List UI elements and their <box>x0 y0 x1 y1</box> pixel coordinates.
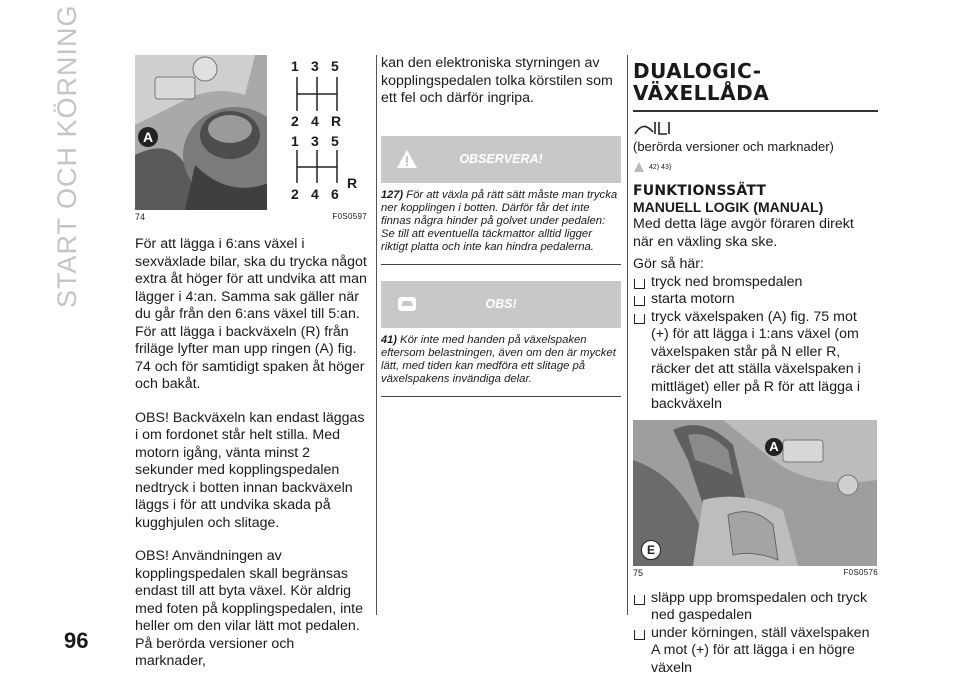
paragraph: OBS! Användningen av kopplingspedalen skall begränsas endast till att byta växel. Kör aldrig med foten på kopplingspedalen, inte heller om den vilar lätt mot pedalen. <box>135 548 363 634</box>
list-item <box>633 291 878 309</box>
gear-label: 3 <box>311 133 319 149</box>
note-text: För att växla på rätt sätt måste man trycka ner kopplingen i botten. Därför får det inte finnas några hinder på golvet under pedalen: Se till att eventuella täckmattor alltid ligger riktigt platta och inte kan hindra pedalerna. <box>381 188 618 253</box>
caution-note <box>381 281 621 397</box>
references: 42) 43) <box>649 163 672 171</box>
list-item <box>633 590 878 625</box>
warning-title: OBSERVERA! <box>459 152 543 166</box>
section-title: START OCH KÖRNING <box>52 4 82 308</box>
bullet-box-icon <box>634 595 645 605</box>
figure-number: 74 <box>135 212 146 222</box>
column-1 <box>135 55 367 671</box>
gear-label: 3 <box>311 58 319 74</box>
list-item-text: tryck ned bromspedalen <box>651 273 803 290</box>
warning-header <box>381 136 621 183</box>
figure-caption <box>633 568 878 578</box>
note-number: 127) <box>381 188 404 201</box>
figure-caption <box>135 212 367 222</box>
paragraph: Med detta läge avgör föraren direkt när en växling ska ske. <box>633 216 854 250</box>
paragraph: För att lägga i 6:ans växel i sexväxlade bilar, ska du trycka något extra åt höger för att undvika att man lägger i 4:an. Samma sak gäller när du går från den 6:ans växel till 5:an. <box>135 236 367 322</box>
refs-row <box>633 159 878 175</box>
paragraph: OBS! Backväxeln kan endast läggas i om fordonet står helt stilla. Med motorn igång, vänta minst 2 sekunder med kopplingspedalen nedtryck i botten innan backväxeln läggs i för att undvika skada på kugghjulen och slitage. <box>135 409 365 531</box>
shift-pattern-labels <box>267 55 367 210</box>
subheading-manual: MANUELL LOGIK (MANUAL) <box>633 199 824 215</box>
figure-code: F0S0576 <box>843 567 878 577</box>
column-2 <box>381 55 621 397</box>
page-number: 96 <box>64 628 89 653</box>
gear-label: 2 <box>291 113 299 129</box>
section-heading: DUALOGIC- VÄXELLÅDA <box>633 59 770 105</box>
figure-74-gear-knob <box>135 55 367 210</box>
figure-code: F0S0597 <box>332 212 367 221</box>
label-e: E <box>641 540 661 560</box>
list-item <box>633 274 878 292</box>
dualogic-icon <box>633 118 878 138</box>
bullet-box-icon <box>634 314 645 324</box>
warning-icon <box>396 148 418 170</box>
caution-title: OBS! <box>485 297 517 311</box>
paragraph: Gör så här: <box>633 256 704 272</box>
label-a: A <box>765 438 783 456</box>
caution-header <box>381 281 621 328</box>
note-number: 41) <box>381 333 397 346</box>
column-divider <box>376 55 377 615</box>
list-item <box>633 625 878 678</box>
label-a: A <box>138 127 158 147</box>
column-3 <box>633 60 878 677</box>
list-item-text: starta motorn <box>651 291 735 307</box>
list-item-text: tryck växelspaken (A) fig. 75 mot (+) för att lägga i 1:ans växel (om växelspaken står på N eller R, räcker det att ställa växelspaken i mittläget) eller på R för att lägga i backväxeln <box>651 308 861 412</box>
gear-label: R <box>347 175 358 191</box>
paragraph: kan den elektroniska styrningen av kopplingspedalen tolka körstilen som ett fel och därför ingripa. <box>381 55 613 106</box>
gear-label: 1 <box>291 133 299 149</box>
bullet-box-icon <box>634 630 645 640</box>
caution-text <box>381 328 621 396</box>
gear-label: 5 <box>331 133 339 149</box>
paragraph: På berörda versioner och marknader, <box>135 635 295 669</box>
list-item-text: släpp upp bromspedalen och tryck ned gaspedalen <box>651 589 868 623</box>
warning-text <box>381 183 621 264</box>
gear-label: 2 <box>291 186 299 202</box>
warning-note <box>381 136 621 265</box>
gear-label: 4 <box>311 186 319 202</box>
figure-75-dualogic-lever <box>633 420 877 566</box>
heading-rule <box>633 110 878 112</box>
caution-small-icon <box>633 161 645 173</box>
gear-label: 6 <box>331 186 339 202</box>
column-divider <box>627 55 628 615</box>
note-text: Kör inte med handen på växelspaken eftersom belastningen, även om den är mycket lätt, med tiden kan medföra ett slitage på växelspakens invändiga delar. <box>381 333 616 385</box>
bullet-box-icon <box>634 296 645 306</box>
paragraph: För att lägga i backväxeln (R) från friläge lyfter man upp ringen (A) fig. 74 och för samtidigt spaken åt höger och bakåt. <box>135 323 365 392</box>
dualogic-lever-illustration <box>633 420 877 566</box>
versions-note: (berörda versioner och marknader) <box>633 138 834 154</box>
gear-label: 5 <box>331 58 339 74</box>
car-caution-icon <box>396 293 418 315</box>
figure-number: 75 <box>633 567 644 578</box>
gear-label: 1 <box>291 58 299 74</box>
gear-label: R <box>331 113 342 129</box>
list-item-text: under körningen, ställ växelspaken A mot (+) för att lägga i en högre växeln <box>651 624 870 676</box>
gear-label: 4 <box>311 113 319 129</box>
subheading: FUNKTIONSSÄTT <box>633 183 767 199</box>
bullet-box-icon <box>634 279 645 289</box>
list-item <box>633 309 878 414</box>
